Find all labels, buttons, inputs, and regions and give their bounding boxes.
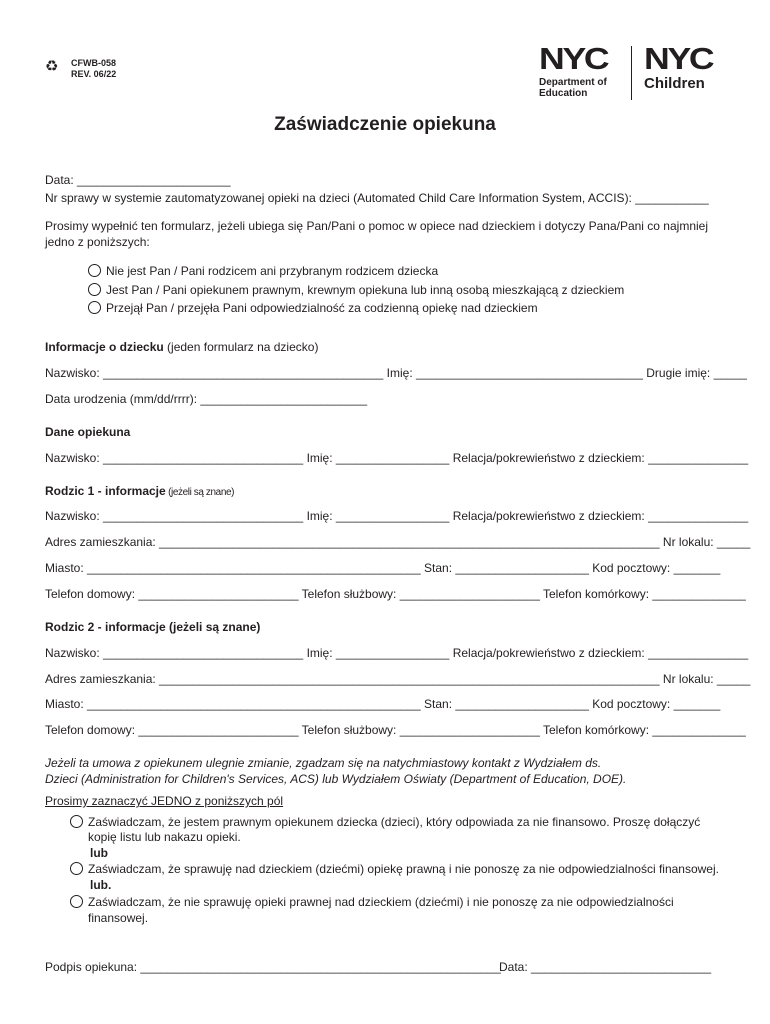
request-text-line1: Prosimy wypełnić ten formularz, jeżeli ubiega się Pan/Pani o pomoc w opiece nad dzieckiem i dotyczy Pana/Pani co najmniej <box>45 219 708 233</box>
request-text-line2: jedno z poniższych: <box>45 235 150 249</box>
parent1-phone-fields[interactable]: Telefon domowy: ________________________ Telefon służbowy: _____________________ Telefon komórkowy: ______________ <box>45 587 746 601</box>
nyc-logo-mark: NYC <box>539 41 608 76</box>
parent1-city-fields[interactable]: Miasto: __________________________________________________ Stan: ____________________ Kod pocztowy: _______ <box>45 561 721 575</box>
caregiver-name-fields[interactable]: Nazwisko: ______________________________ Imię: _________________ Relacja/pokrewieństwo z dzieckiem: _______________ <box>45 451 749 465</box>
attest-option-1-line2: kopię listu lub nakazu opieki. <box>88 830 241 844</box>
parent2-phone-fields[interactable]: Telefon domowy: ________________________ Telefon służbowy: _____________________ Telefon komórkowy: ______________ <box>45 723 746 737</box>
criteria-option-2[interactable]: Jest Pan / Pani opiekunem prawnym, krewnym opiekuna lub inną osobą mieszkającą z dzieckiem <box>88 283 624 297</box>
recycle-icon: ♻ <box>45 58 59 75</box>
logo-divider <box>631 46 632 100</box>
date-field[interactable]: Data: _______________________ <box>45 173 231 187</box>
parent1-name-fields[interactable]: Nazwisko: ______________________________ Imię: _________________ Relacja/pokrewieństwo z dzieckiem: _______________ <box>45 509 749 523</box>
caregiver-signature-field[interactable]: Podpis opiekuna: ______________________________________________________ <box>45 960 501 974</box>
or-separator-1: lub <box>90 846 108 860</box>
parent2-section-heading: Rodzic 2 - informacje (jeżeli są znane) <box>45 620 261 634</box>
parent2-name-fields[interactable]: Nazwisko: ______________________________ Imię: _________________ Relacja/pokrewieństwo z dzieckiem: _______________ <box>45 646 749 660</box>
radio-circle-icon[interactable] <box>88 283 101 296</box>
radio-circle-icon[interactable] <box>70 862 83 875</box>
case-number-field[interactable]: Nr sprawy w systemie zautomatyzowanej opieki na dzieci (Automated Child Care Information System, ACCIS): ___________ <box>45 191 709 205</box>
radio-circle-icon[interactable] <box>70 895 83 908</box>
parent1-address-fields[interactable]: Adres zamieszkania: ___________________________________________________________________________ Nr lokalu: _____ <box>45 535 751 549</box>
radio-circle-icon[interactable] <box>88 264 101 277</box>
nyc-doe-logo <box>539 41 608 99</box>
children-logo-line: Children <box>644 75 705 92</box>
parent2-city-fields[interactable]: Miasto: __________________________________________________ Stan: ____________________ Kod pocztowy: _______ <box>45 697 721 711</box>
notice-line2: Dzieci (Administration for Children's Services, ACS) lub Wydziałem Oświaty (Department of Education, DOE). <box>45 772 627 786</box>
parent1-section-heading: Rodzic 1 - informacje (jeżeli są znane) <box>45 484 235 498</box>
attest-option-3-line2: finansowej. <box>88 911 149 925</box>
radio-circle-icon[interactable] <box>88 301 101 314</box>
doe-logo-line2: Education <box>539 88 588 99</box>
criteria-option-1[interactable]: Nie jest Pan / Pani rodzicem ani przybranym rodzicem dziecka <box>88 264 438 278</box>
attest-option-3-line1: Zaświadczam, że nie sprawuję opieki prawnej nad dzieckiem (dziećmi) i nie ponoszę za nie odpowiedzialności <box>88 895 674 909</box>
child-name-fields[interactable]: Nazwisko: __________________________________________ Imię: __________________________________ Drugie imię: _____ <box>45 366 747 380</box>
form-revision: REV. 06/22 <box>71 69 117 79</box>
caregiver-section-heading: Dane opiekuna <box>45 425 131 439</box>
radio-circle-icon[interactable] <box>70 815 83 828</box>
attest-option-2-line1: Zaświadczam, że sprawuję nad dzieckiem (dziećmi) opiekę prawną i nie ponoszę za nie odpowiedzialności finansowej. <box>88 862 719 876</box>
choose-one-instruction: Prosimy zaznaczyć JEDNO z poniższych pól <box>45 794 284 808</box>
form-code-block <box>71 58 116 80</box>
attest-option-1-line1: Zaświadczam, że jestem prawnym opiekunem dziecka (dzieci), który odpowiada za nie finansowo. Proszę dołączyć <box>88 815 701 829</box>
page-title: Zaświadczenie opiekuna <box>274 114 496 135</box>
nyc-children-logo <box>644 41 713 92</box>
form-code: CFWB-058 <box>71 58 117 68</box>
criteria-option-3[interactable]: Przejął Pan / przejęła Pani odpowiedzialność za codzienną opiekę nad dzieckiem <box>88 301 538 315</box>
notice-line1: Jeżeli ta umowa z opiekunem ulegnie zmianie, zgadzam się na natychmiastowy kontakt z Wydziałem ds. <box>45 756 602 770</box>
doe-logo-line1: Department of <box>539 77 607 88</box>
signature-date-field[interactable]: Data: ___________________________ <box>499 960 712 974</box>
child-section-heading: Informacje o dziecku (jeden formularz na dziecko) <box>45 340 319 354</box>
parent2-address-fields[interactable]: Adres zamieszkania: ___________________________________________________________________________ Nr lokalu: _____ <box>45 672 751 686</box>
child-dob-field[interactable]: Data urodzenia (mm/dd/rrrr): _________________________ <box>45 392 368 406</box>
or-separator-2: lub. <box>90 878 112 892</box>
nyc-logo-mark: NYC <box>644 41 713 76</box>
